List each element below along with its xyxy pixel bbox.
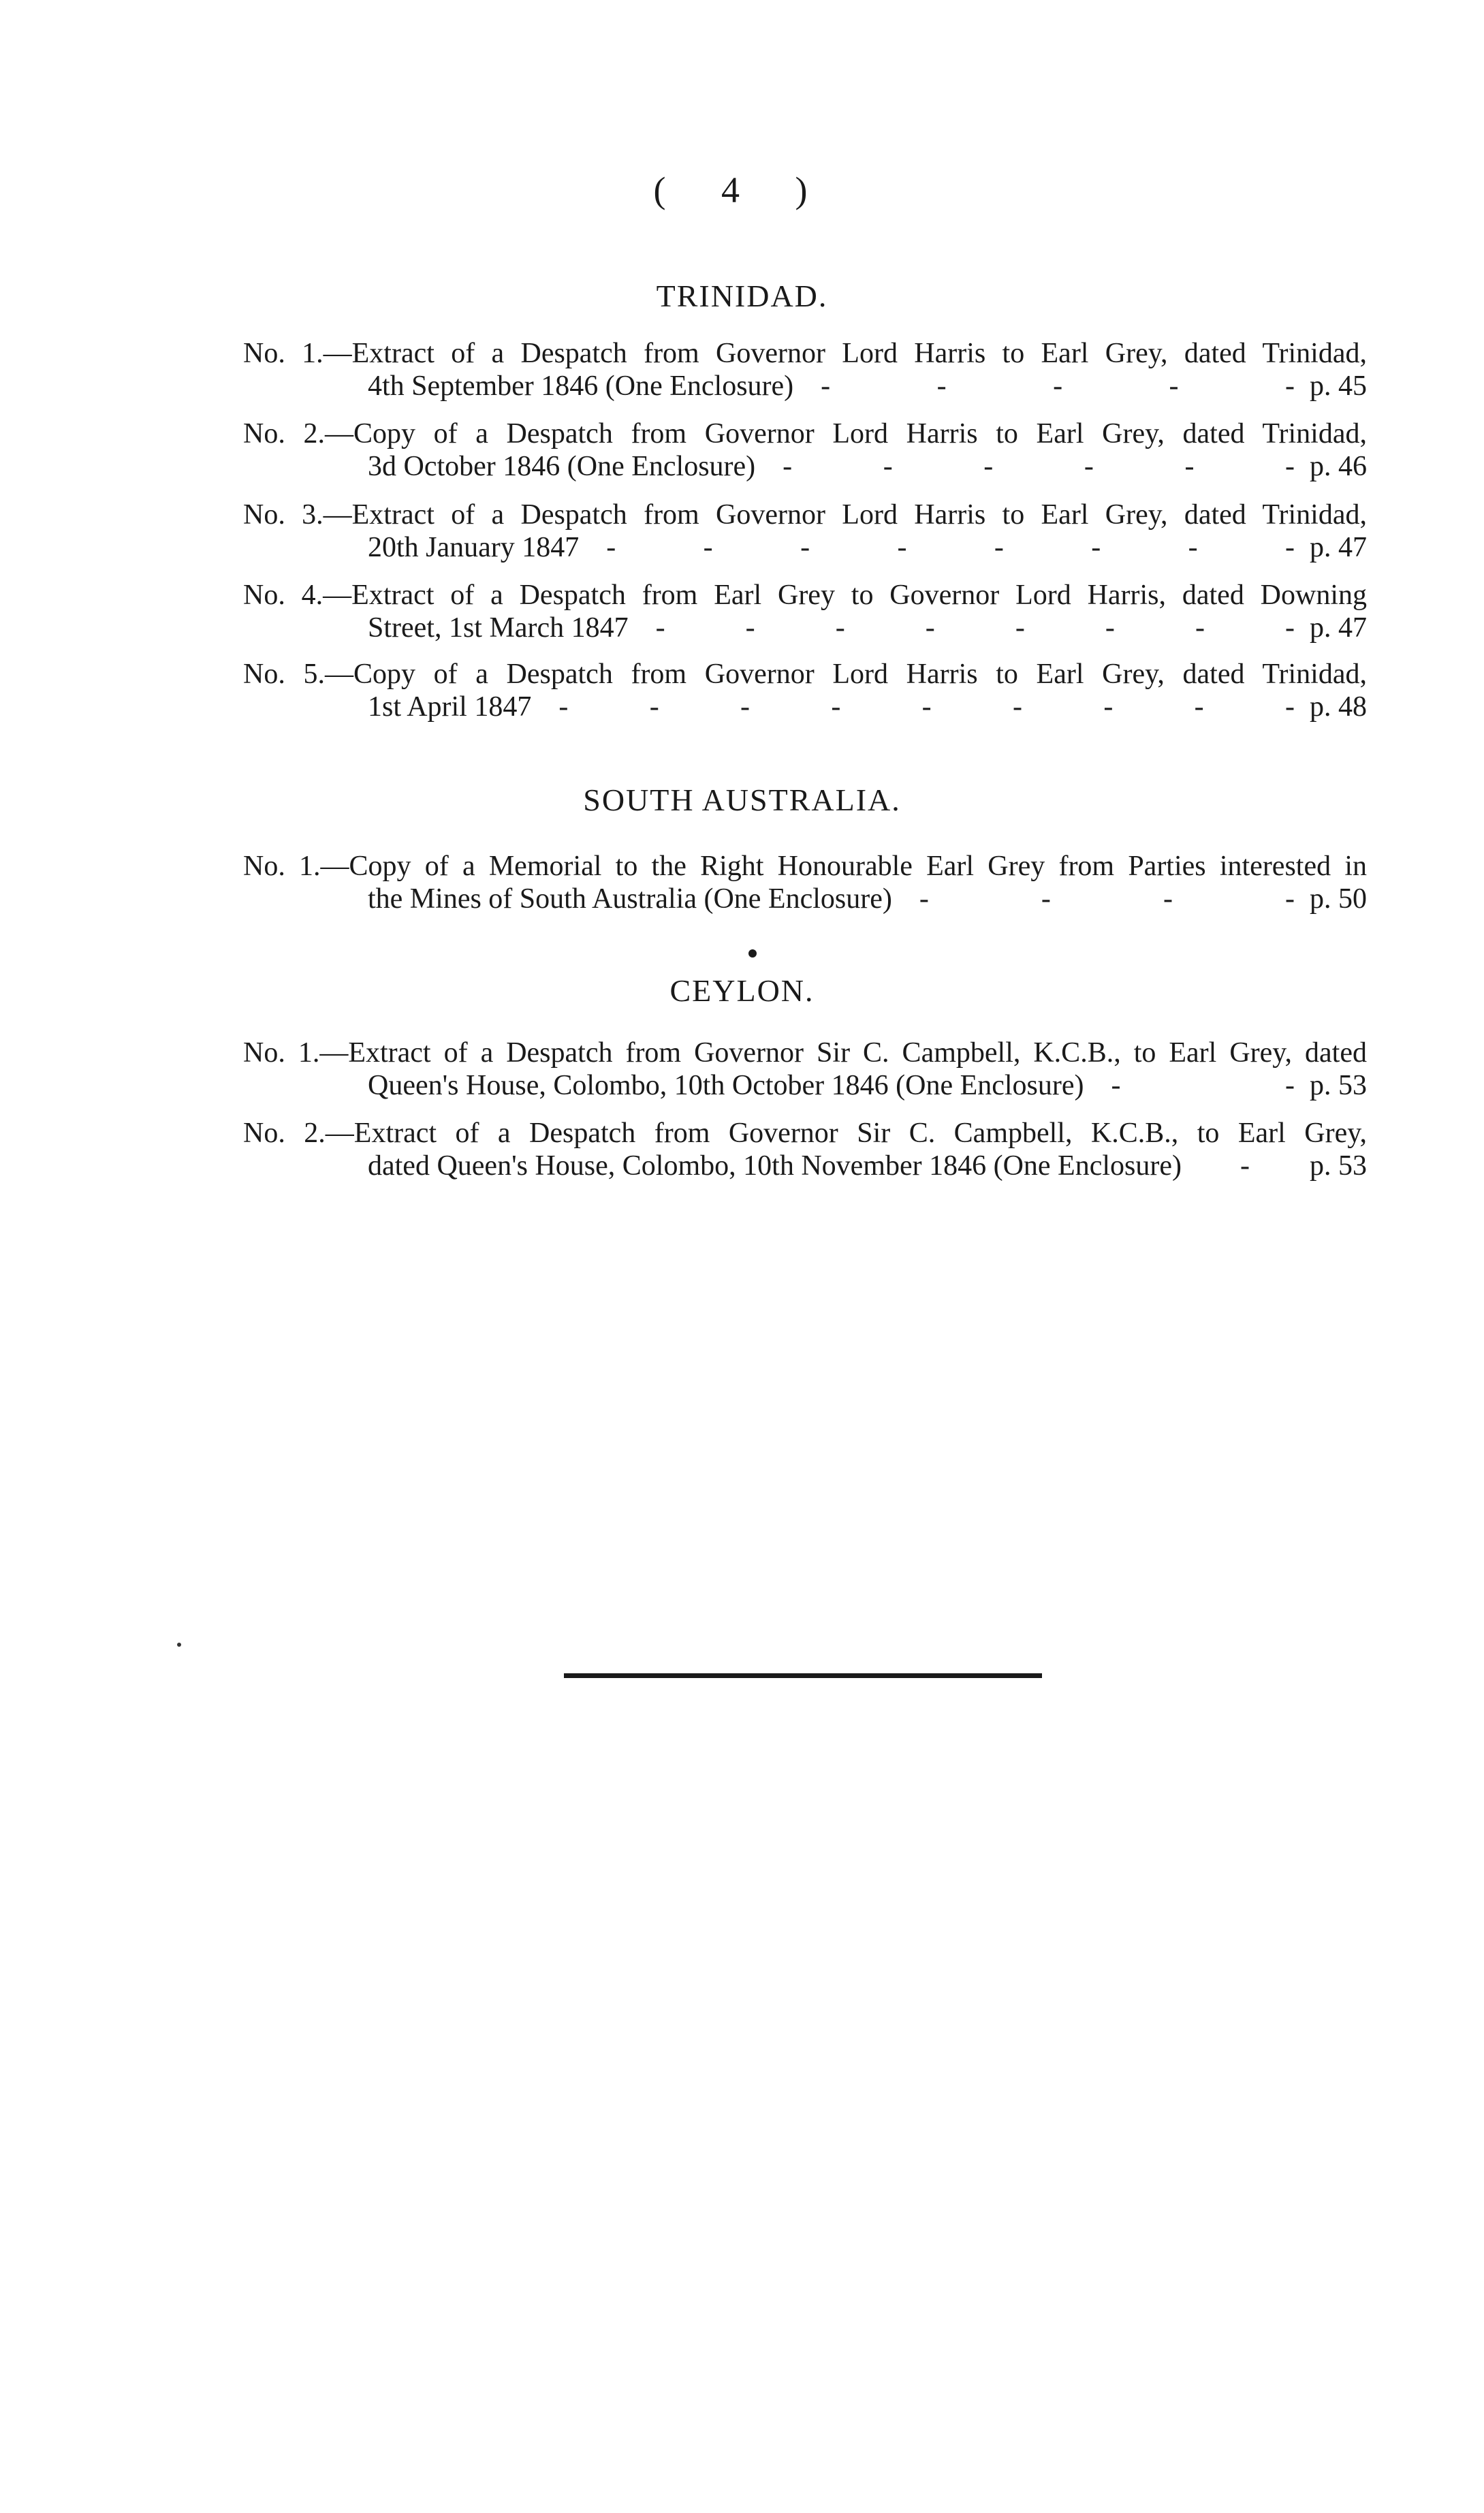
- entry-description: Street, 1st March 1847: [368, 612, 629, 644]
- contents-entry: [243, 1117, 1367, 1182]
- contents-entry: [243, 1037, 1367, 1102]
- leader-dashes: - - - - - - - -: [655, 612, 1295, 644]
- entry-title-line: No. 1.—Extract of a Despatch from Governor Lord Harris to Earl Grey, dated Trinidad,: [243, 338, 1367, 369]
- contents-entry: [243, 658, 1367, 723]
- contents-entry: [243, 579, 1367, 644]
- section-heading-ceylon: CEYLON.: [669, 973, 815, 1008]
- entry-title-line: No. 1.—Extract of a Despatch from Governor Sir C. Campbell, K.C.B., to Earl Grey, dated: [243, 1037, 1367, 1069]
- page-number: ( 4 ): [653, 170, 831, 210]
- entry-title-line: No. 5.—Copy of a Despatch from Governor Lord Harris to Earl Grey, dated Trinidad,: [243, 659, 1367, 690]
- entry-detail-line: [243, 883, 1367, 915]
- entry-page-ref: p. 47: [1310, 612, 1367, 644]
- entry-detail-line: [243, 450, 1367, 483]
- entry-detail-line: [243, 531, 1367, 564]
- entry-description: 20th January 1847: [368, 532, 580, 563]
- entry-page-ref: p. 46: [1310, 451, 1367, 482]
- entry-page-ref: p. 48: [1310, 691, 1367, 723]
- contents-entry: [243, 337, 1367, 402]
- entry-detail-line: [243, 1150, 1367, 1182]
- contents-entry: [243, 499, 1367, 564]
- entry-page-ref: p. 47: [1310, 532, 1367, 563]
- entry-detail-line: [243, 370, 1367, 402]
- entry-title-line: No. 3.—Extract of a Despatch from Governor Lord Harris to Earl Grey, dated Trinidad,: [243, 499, 1367, 531]
- contents-entry: [243, 850, 1367, 915]
- leader-dashes: - - - -: [919, 883, 1295, 915]
- entry-title-line: No. 2.—Extract of a Despatch from Governor Sir C. Campbell, K.C.B., to Earl Grey,: [243, 1118, 1367, 1149]
- bullet-mark: [748, 949, 757, 958]
- closing-rule: [564, 1673, 1042, 1678]
- entry-detail-line: [243, 612, 1367, 644]
- entry-title-line: No. 4.—Extract of a Despatch from Earl Grey to Governor Lord Harris, dated Downing: [243, 580, 1367, 611]
- leader-dashes: - - - - - -: [783, 451, 1295, 482]
- entry-description: the Mines of South Australia (One Enclosure): [368, 883, 892, 915]
- entry-page-ref: p. 53: [1310, 1150, 1367, 1182]
- entry-description: 1st April 1847: [368, 691, 532, 723]
- entry-detail-line: [243, 1069, 1367, 1102]
- entry-page-ref: p. 45: [1310, 370, 1367, 402]
- entry-title-line: No. 2.—Copy of a Despatch from Governor Lord Harris to Earl Grey, dated Trinidad,: [243, 418, 1367, 449]
- entry-title-line: No. 1.—Copy of a Memorial to the Right Honourable Earl Grey from Parties interested in: [243, 851, 1367, 882]
- section-heading-trinidad: TRINIDAD.: [656, 279, 828, 313]
- entry-page-ref: p. 50: [1310, 883, 1367, 915]
- leader-dashes: - - - - -: [821, 370, 1295, 402]
- section-heading-south-australia: SOUTH AUSTRALIA.: [583, 783, 901, 817]
- entry-detail-line: [243, 691, 1367, 723]
- entry-page-ref: p. 53: [1310, 1070, 1367, 1101]
- speck: [177, 1643, 181, 1647]
- leader-dashes: - - - - - - - -: [606, 532, 1295, 563]
- entry-description: 4th September 1846 (One Enclosure): [368, 370, 794, 402]
- leader-dashes: - - - - - - - - -: [558, 691, 1295, 723]
- leader-dashes: - -: [1111, 1070, 1295, 1101]
- entry-description: 3d October 1846 (One Enclosure): [368, 451, 756, 482]
- leader-dashes: -: [1240, 1150, 1250, 1182]
- entry-description: dated Queen's House, Colombo, 10th November 1846 (One Enclosure): [368, 1150, 1182, 1182]
- entry-description: Queen's House, Colombo, 10th October 1846 (One Enclosure): [368, 1070, 1084, 1101]
- contents-entry: [243, 417, 1367, 483]
